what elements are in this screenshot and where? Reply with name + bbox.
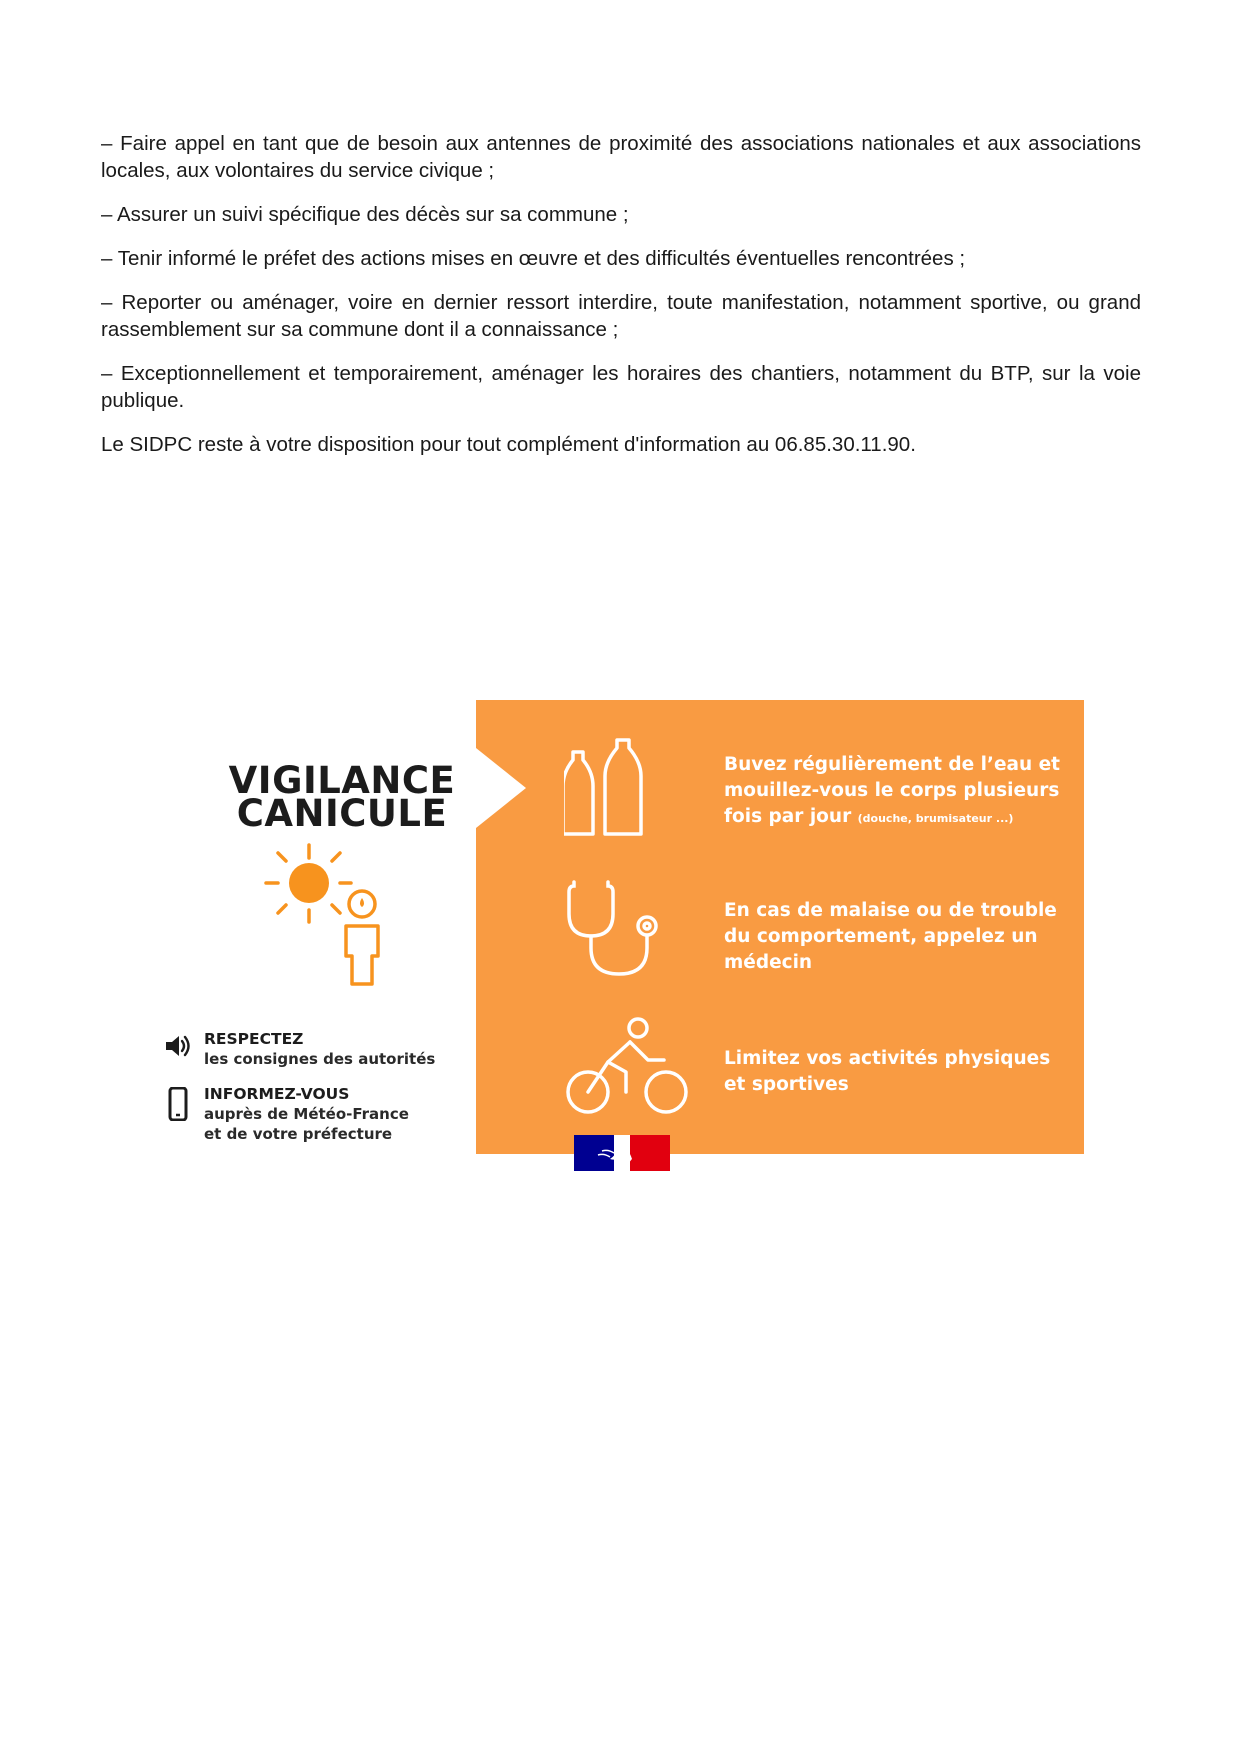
stethoscope-icon: [564, 880, 660, 980]
paragraph-chantiers: – Exceptionnellement et temporairement, aménager les horaires des chantiers, notamment du BTP, sur la voie publique.: [101, 362, 1141, 412]
sun-person-icon: [254, 840, 424, 990]
paragraph-associations: – Faire appel en tant que de besoin aux antennes de proximité des associations nationales et aux associations locales, aux volontaires du service civique ;: [101, 132, 1141, 182]
paragraph-deces: – Assurer un suivi spécifique des décès sur sa commune ;: [101, 203, 629, 226]
tip-hydration: Buvez régulièrement de l’eau et mouillez-vous le corps plusieurs fois par jour (douche, brumisateur ...): [724, 754, 1060, 827]
note-respectez: RESPECTEZ les consignes des autorités: [164, 1030, 464, 1074]
bottles-icon: [564, 738, 652, 838]
paragraph-contact: Le SIDPC reste à votre disposition pour tout complément d'information au 06.85.30.11.90.: [101, 433, 916, 456]
speaker-icon: [164, 1032, 192, 1060]
poster-title: VIGILANCE CANICULE: [228, 759, 456, 835]
phone-icon: [164, 1087, 192, 1121]
poster-tips-panel: [476, 700, 1084, 1154]
paragraph-manifestation: – Reporter ou aménager, voire en dernier ressort interdire, toute manifestation, notamment sportive, ou grand rassemblement sur sa commune dont il a connaissance ;: [101, 291, 1141, 341]
panel-notch: [476, 748, 526, 828]
note-informez-vous: INFORMEZ-VOUS auprès de Météo-France et de votre préfecture: [164, 1085, 464, 1155]
vigilance-canicule-poster: [154, 700, 1084, 1180]
tip-doctor: En cas de malaise ou de trouble du comportement, appelez un médecin: [724, 900, 1057, 973]
cyclist-icon: [564, 1016, 690, 1116]
tip-activity: Limitez vos activités physiques et sportives: [724, 1048, 1051, 1095]
poster-left-panel: [154, 700, 474, 1180]
republique-francaise-logo: [574, 1135, 670, 1171]
body-text: [101, 130, 1141, 475]
paragraph-prefet: – Tenir informé le préfet des actions mises en œuvre et des difficultés éventuelles rencontrées ;: [101, 247, 966, 270]
